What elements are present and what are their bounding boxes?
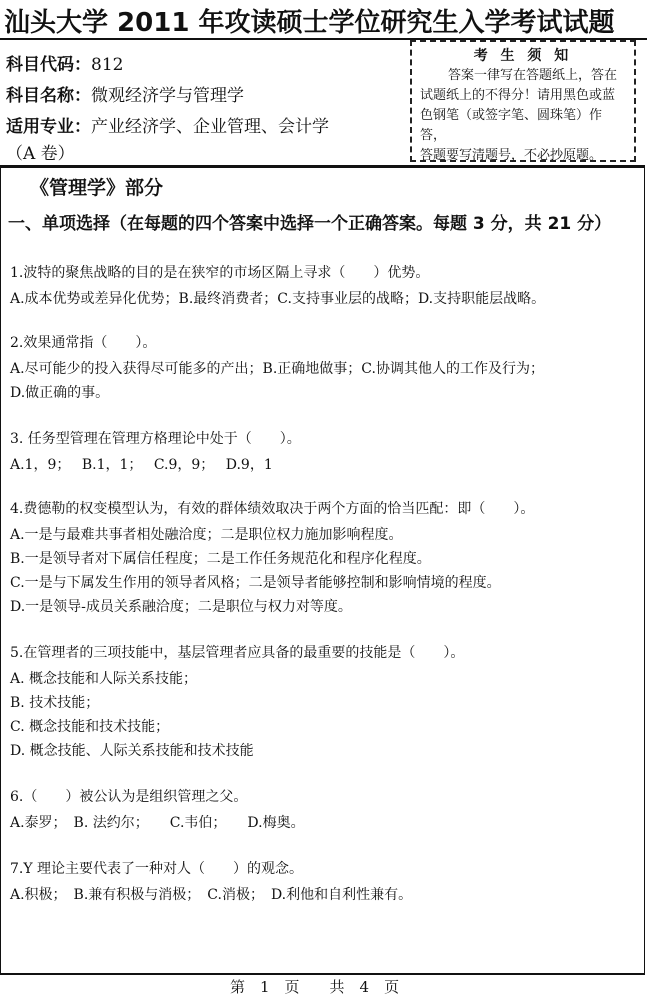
major-row [6, 112, 329, 137]
subject-code-row [6, 50, 123, 75]
notice-line: 色钢笔（或签字笔、圆珠笔）作答， [420, 108, 603, 143]
question-options: A.泰罗； B. 法约尔； C.韦伯； D.梅奥。 [10, 815, 305, 831]
subject-name-label: 科目名称： [6, 86, 91, 106]
subject-code-label: 科目代码： [6, 55, 91, 75]
exam-title: 汕头大学 2011 年攻读硕士学位研究生入学考试试题 [4, 8, 615, 38]
question-stem: 2.效果通常指（ ）。 [10, 335, 157, 351]
notice-line: 答案一律写在答题纸上，答在 [448, 68, 618, 83]
subject-code-value: 812 [91, 55, 124, 75]
major-label: 适用专业： [6, 117, 91, 137]
major-value: 产业经济学、企业管理、会计学 [91, 117, 329, 137]
question-options: D. 概念技能、人际关系技能和技术技能 [10, 743, 254, 759]
subject-name-value: 微观经济学与管理学 [91, 86, 244, 106]
question-options: C.一是与下属发生作用的领导者风格；二是领导者能够控制和影响情境的程度。 [10, 575, 501, 591]
question-options: A.一是与最难共事者相处融洽度；二是职位权力施加影响程度。 [10, 527, 403, 543]
notice-title: 考 生 须 知 [473, 48, 573, 64]
question-options: A.尽可能少的投入获得尽可能多的产出；B.正确地做事；C.协调其他人的工作及行为； [10, 361, 544, 377]
question-options: A.1，9； B.1，1； C.9，9； D.9，1 [10, 457, 273, 473]
question-frame [0, 165, 645, 975]
question-options: C. 概念技能和技术技能； [10, 719, 170, 735]
question-options: A.成本优势或差异化优势；B.最终消费者；C.支持事业层的战略；D.支持职能层战略。 [10, 291, 546, 307]
question-options: B. 技术技能； [10, 695, 100, 711]
candidate-notice-box [410, 40, 636, 162]
part-title: 一、单项选择（在每题的四个答案中选择一个正确答案。每题 3 分，共 21 分） [8, 214, 612, 234]
question-stem: 1.波特的聚焦战略的目的是在狭窄的市场区隔上寻求（ ）优势。 [10, 265, 430, 281]
question-options: D.一是领导-成员关系融洽度；二是职位与权力对等度。 [10, 599, 352, 615]
question-options: A.积极； B.兼有积极与消极； C.消极； D.利他和自利性兼有。 [10, 887, 413, 903]
question-options: B.一是领导者对下属信任程度；二是工作任务规范化和程序化程度。 [10, 551, 431, 567]
section-title: 《管理学》部分 [30, 177, 164, 199]
notice-line: 答题要写清题号，不必抄原题。 [420, 148, 603, 163]
question-options: A. 概念技能和人际关系技能； [10, 671, 198, 687]
question-stem: 3. 任务型管理在管理方格理论中处于（ ）。 [10, 431, 301, 447]
page-footer: 第 1 页 共 4 页 [230, 978, 400, 996]
question-options: D.做正确的事。 [10, 385, 110, 401]
paper-version: （A 卷） [6, 144, 75, 164]
question-stem: 6.（ ）被公认为是组织管理之父。 [10, 789, 248, 805]
question-stem: 5.在管理者的三项技能中，基层管理者应具备的最重要的技能是（ ）。 [10, 645, 465, 661]
subject-name-row [6, 81, 244, 106]
notice-line: 试题纸上的不得分！请用黑色或蓝 [420, 88, 616, 103]
question-stem: 4.费德勒的权变模型认为，有效的群体绩效取决于两个方面的恰当匹配：即（ ）。 [10, 501, 535, 517]
question-stem: 7.Y 理论主要代表了一种对人（ ）的观念。 [10, 861, 304, 877]
